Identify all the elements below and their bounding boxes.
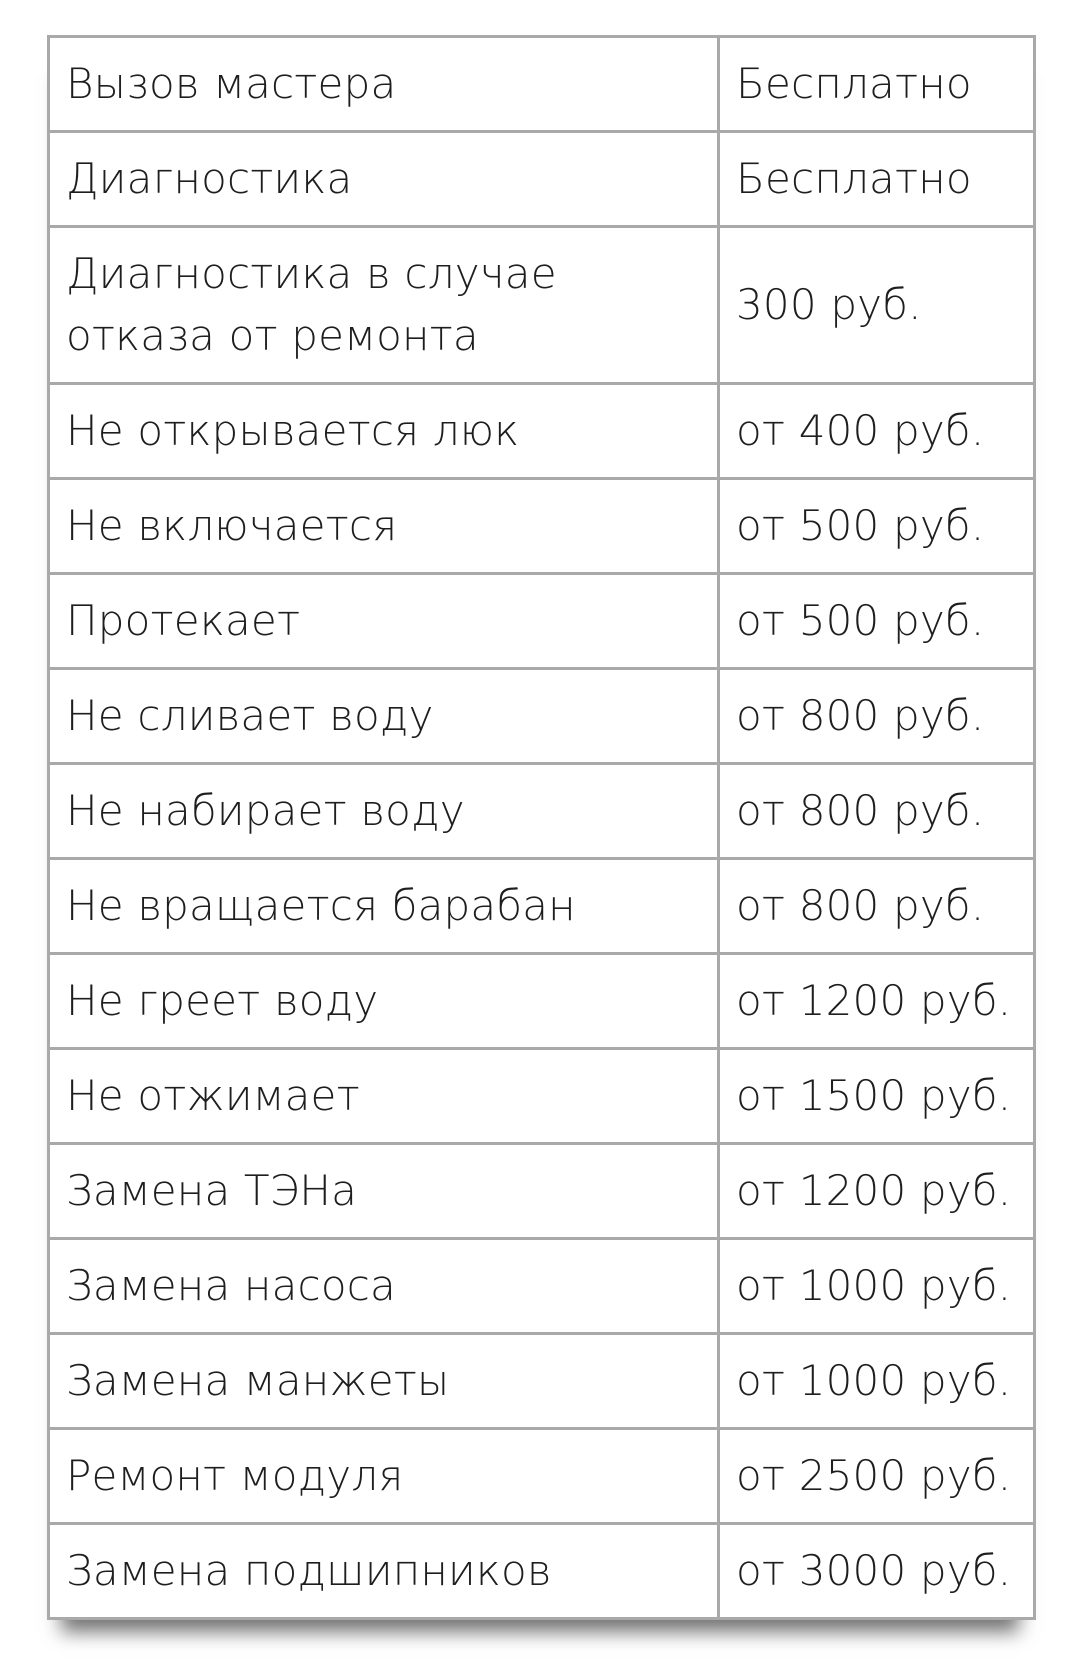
- table-row: [49, 1524, 1035, 1619]
- service-cell: Ремонт модуля: [49, 1429, 719, 1524]
- table-row: [49, 859, 1035, 954]
- service-cell: Диагностика: [49, 132, 719, 227]
- table-row: [49, 1049, 1035, 1144]
- service-cell: Вызов мастера: [49, 37, 719, 132]
- service-cell: Не включается: [49, 479, 719, 574]
- table-row: [49, 227, 1035, 384]
- price-cell: от 3000 руб.: [719, 1524, 1035, 1619]
- service-cell: Замена подшипников: [49, 1524, 719, 1619]
- table-row: [49, 954, 1035, 1049]
- service-cell: Замена ТЭНа: [49, 1144, 719, 1239]
- service-cell: Замена манжеты: [49, 1334, 719, 1429]
- price-cell: от 1000 руб.: [719, 1334, 1035, 1429]
- service-cell: Не отжимает: [49, 1049, 719, 1144]
- price-cell: от 1200 руб.: [719, 954, 1035, 1049]
- price-table: [47, 35, 1036, 1620]
- table-row: [49, 1334, 1035, 1429]
- price-table-body: [49, 37, 1035, 1619]
- table-row: [49, 574, 1035, 669]
- table-row: [49, 37, 1035, 132]
- service-cell: Не открывается люк: [49, 384, 719, 479]
- table-row: [49, 1239, 1035, 1334]
- service-cell: Не вращается барабан: [49, 859, 719, 954]
- service-cell: Не сливает воду: [49, 669, 719, 764]
- service-cell: Не набирает воду: [49, 764, 719, 859]
- table-row: [49, 669, 1035, 764]
- price-cell: от 800 руб.: [719, 859, 1035, 954]
- service-cell: Замена насоса: [49, 1239, 719, 1334]
- price-table-container: [47, 35, 1033, 1620]
- price-cell: от 400 руб.: [719, 384, 1035, 479]
- table-row: [49, 479, 1035, 574]
- price-cell: от 1000 руб.: [719, 1239, 1035, 1334]
- table-row: [49, 132, 1035, 227]
- price-cell: от 1200 руб.: [719, 1144, 1035, 1239]
- price-cell: от 800 руб.: [719, 669, 1035, 764]
- service-cell: Протекает: [49, 574, 719, 669]
- price-cell: от 500 руб.: [719, 479, 1035, 574]
- price-cell: от 2500 руб.: [719, 1429, 1035, 1524]
- table-row: [49, 1429, 1035, 1524]
- price-cell: Бесплатно: [719, 37, 1035, 132]
- service-cell: Диагностика в случае отказа от ремонта: [49, 227, 719, 384]
- price-cell: от 800 руб.: [719, 764, 1035, 859]
- table-row: [49, 764, 1035, 859]
- price-cell: Бесплатно: [719, 132, 1035, 227]
- table-row: [49, 384, 1035, 479]
- service-cell: Не греет воду: [49, 954, 719, 1049]
- price-cell: от 500 руб.: [719, 574, 1035, 669]
- table-row: [49, 1144, 1035, 1239]
- price-cell: от 1500 руб.: [719, 1049, 1035, 1144]
- price-cell: 300 руб.: [719, 227, 1035, 384]
